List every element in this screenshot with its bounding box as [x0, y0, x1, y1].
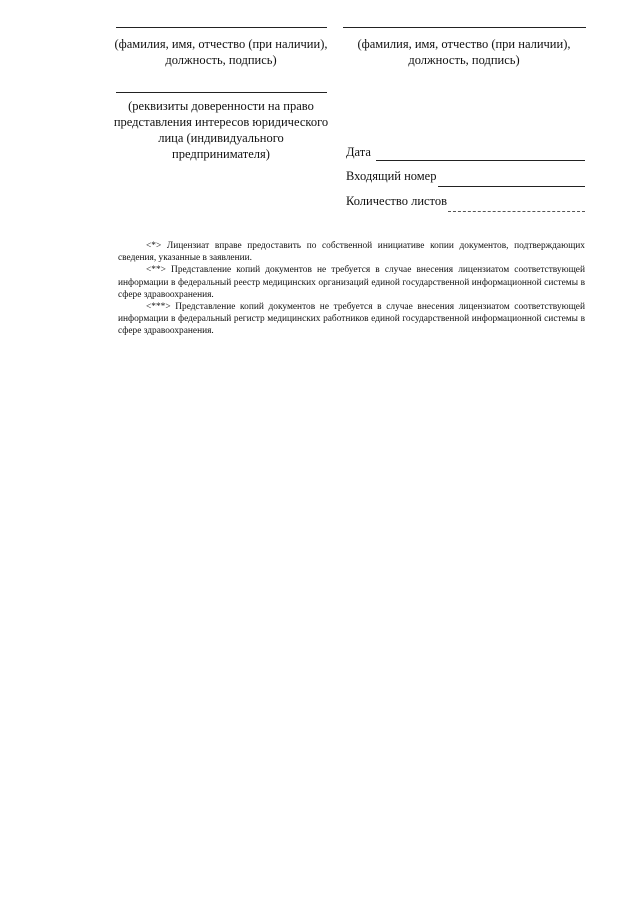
- footnote-3: <***> Представление копий документов не требуется в случае внесения лицензиатом соответствующей информации в федеральный регистр медицинских работников единой государственной информационной системы в сфере здравоохранения.: [118, 302, 585, 337]
- signature-right-caption: [348, 36, 580, 68]
- sheets-count-field-line[interactable]: [448, 211, 585, 212]
- incoming-number-label: Входящий номер: [346, 169, 437, 183]
- power-of-attorney-line1: (реквизиты доверенности на право: [128, 99, 314, 113]
- signature-left-caption: [105, 36, 337, 68]
- signature-right-caption-line1: (фамилия, имя, отчество (при наличии),: [357, 37, 571, 51]
- signature-right-caption-line2: должность, подпись): [408, 53, 520, 67]
- date-label: Дата: [346, 145, 371, 159]
- signature-left-line: [116, 27, 327, 28]
- footnote-1: <*> Лицензиат вправе предоставить по собственной инициативе копии документов, подтверждающих сведения, указанные в заявлении.: [118, 241, 585, 264]
- footnote-2: <**> Представление копий документов не требуется в случае внесения лицензиатом соответствующей информации в федеральный реестр медицинских организаций единой государственной информационной системы в сфере здравоохранения.: [118, 265, 585, 300]
- power-of-attorney-line: [116, 92, 327, 93]
- power-of-attorney-line3: лица (индивидуального: [158, 131, 284, 145]
- signature-left-caption-line2: должность, подпись): [165, 53, 277, 67]
- power-of-attorney-line2: представления интересов юридического: [113, 115, 329, 129]
- footnotes: [118, 240, 585, 338]
- date-field-line[interactable]: [376, 160, 585, 161]
- incoming-number-field-line[interactable]: [438, 186, 585, 187]
- power-of-attorney-caption: [106, 98, 336, 162]
- signature-left-caption-line1: (фамилия, имя, отчество (при наличии),: [114, 37, 328, 51]
- signature-right-line: [343, 27, 586, 28]
- power-of-attorney-line4: предпринимателя): [172, 147, 270, 161]
- sheets-count-label: Количество листов: [346, 194, 448, 208]
